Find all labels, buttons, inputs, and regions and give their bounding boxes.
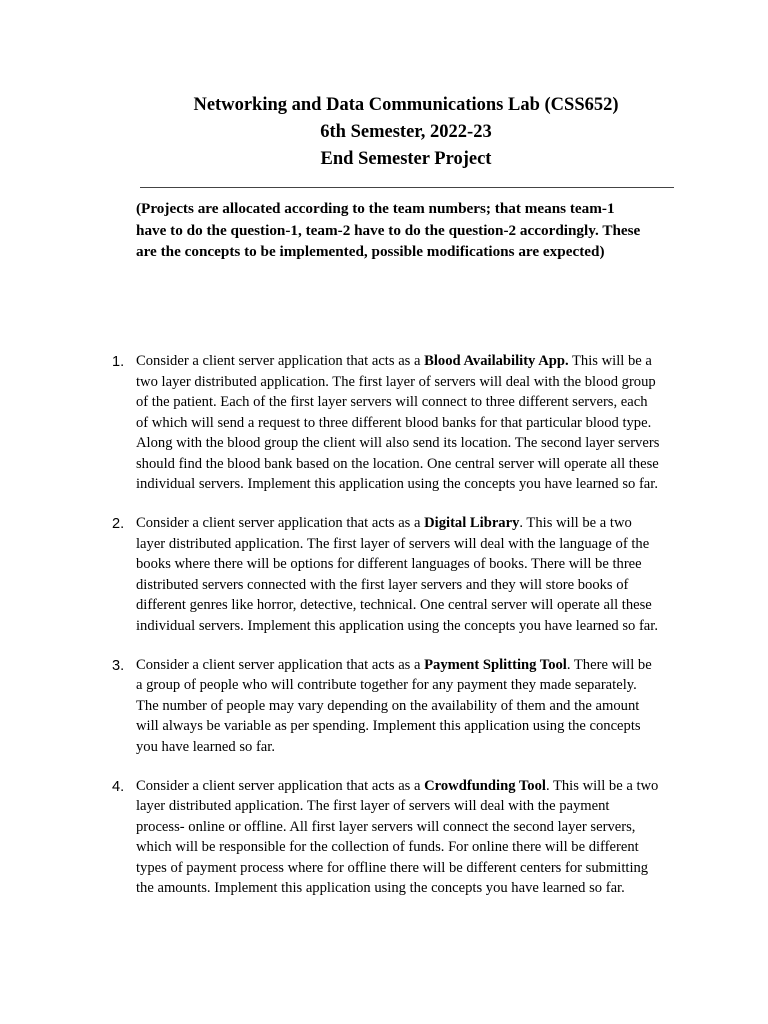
- question-text-segment: of the patient. Each of the first layer servers will connect to three different servers, each: [136, 394, 648, 410]
- question-text: [136, 351, 696, 495]
- question-line: [136, 513, 696, 534]
- note-line: have to do the question-1, team-2 have to do the question-2 accordingly. These: [136, 221, 641, 239]
- question-text-segment: . This will be a two: [545, 777, 659, 794]
- question-text-segment: which will be responsible for the collection of funds. For online there will be different: [136, 839, 639, 855]
- question-text: [136, 655, 696, 758]
- question-text-segment: Along with the blood group the client will also send its location. The second layer servers: [136, 435, 660, 451]
- question-line: [136, 474, 696, 495]
- question-line: [136, 796, 696, 817]
- question-list: [0, 351, 768, 917]
- question-line: [136, 534, 696, 555]
- question-text-segment: different genres like horror, detective, technical. One central server will operate all these: [136, 597, 652, 613]
- question-line: [136, 433, 696, 454]
- question-text-segment: individual servers. Implement this application using the concepts you have learned so far.: [136, 476, 658, 492]
- question-line: [136, 351, 696, 372]
- question-text-segment: books where there will be options for different languages of books. There will be three: [136, 556, 642, 572]
- project-name: Payment Splitting Tool: [424, 656, 567, 673]
- question-text-segment: Consider a client server application that acts as a: [136, 777, 425, 794]
- question-text-segment: two layer distributed application. The first layer of servers will deal with the blood group: [136, 373, 656, 390]
- question-line: [136, 716, 696, 737]
- question-text: [136, 513, 696, 636]
- question-item: [0, 513, 768, 636]
- question-text-segment: layer distributed application. The first layer of servers will deal with the language of the: [136, 535, 650, 552]
- question-line: [136, 776, 696, 797]
- question-text-segment: layer distributed application. The first layer of servers will deal with the payment: [136, 798, 610, 814]
- project-name: Digital Library: [424, 515, 520, 531]
- question-number: 4.: [112, 778, 125, 795]
- question-text-segment: This will be a: [568, 353, 652, 369]
- question-item: [0, 776, 768, 899]
- allocation-note: [136, 198, 681, 263]
- project-name: Blood Availability App.: [424, 353, 569, 369]
- question-number: 3.: [112, 657, 125, 674]
- question-text-segment: . This will be a two: [519, 515, 632, 531]
- question-line: [136, 675, 696, 696]
- project-title: End Semester Project: [320, 149, 492, 169]
- note-line: (Projects are allocated according to the team numbers; that means team-1: [136, 200, 615, 217]
- question-line: [136, 392, 696, 413]
- header-divider: [140, 187, 674, 188]
- question-text-segment: the amounts. Implement this application using the concepts you have learned so far.: [136, 880, 625, 896]
- question-line: [136, 878, 696, 899]
- question-text-segment: process- online or offline. All first layer servers will connect the second layer servers,: [136, 818, 636, 835]
- question-text-segment: The number of people may vary depending on the availability of them and the amount: [136, 697, 640, 714]
- semester-line: 6th Semester, 2022-23: [320, 122, 492, 142]
- course-title: Networking and Data Communications Lab (CSS652): [193, 95, 619, 115]
- question-line: [136, 575, 696, 596]
- question-line: [136, 737, 696, 758]
- question-line: [136, 696, 696, 717]
- question-line: [136, 616, 696, 637]
- question-line: [136, 837, 696, 858]
- note-line: are the concepts to be implemented, possible modifications are expected): [136, 243, 605, 261]
- question-text-segment: of which will send a request to three different blood banks for that particular blood type.: [136, 414, 652, 431]
- question-text-segment: will always be variable as per spending. Implement this application using the concepts: [136, 718, 641, 734]
- question-line: [136, 372, 696, 393]
- question-line: [136, 858, 696, 879]
- question-line: [136, 554, 696, 575]
- question-text-segment: Consider a client server application that acts as a: [136, 656, 425, 673]
- question-text-segment: . There will be: [566, 656, 652, 673]
- question-item: [0, 655, 768, 758]
- question-text-segment: you have learned so far.: [136, 738, 275, 755]
- question-line: [136, 454, 696, 475]
- question-item: [0, 351, 768, 495]
- project-name: Crowdfunding Tool: [424, 777, 546, 794]
- question-text-segment: Consider a client server application that acts as a: [136, 353, 425, 369]
- question-line: [136, 655, 696, 676]
- question-text-segment: Consider a client server application that acts as a: [136, 515, 425, 531]
- question-line: [136, 413, 696, 434]
- document-header: [0, 92, 768, 173]
- question-line: [136, 595, 696, 616]
- question-text-segment: individual servers. Implement this application using the concepts you have learned so far.: [136, 617, 658, 634]
- question-number: 2.: [112, 516, 125, 532]
- question-line: [136, 817, 696, 838]
- question-text-segment: types of payment process where for offline there will be different centers for submitting: [136, 859, 649, 876]
- question-text-segment: distributed servers connected with the first layer servers and they will store books of: [136, 576, 629, 593]
- question-text-segment: should find the blood bank based on the location. One central server will operate all these: [136, 455, 659, 472]
- question-text: [136, 776, 696, 899]
- question-text-segment: a group of people who will contribute together for any payment they made separately.: [136, 677, 637, 693]
- question-number: 1.: [112, 354, 125, 370]
